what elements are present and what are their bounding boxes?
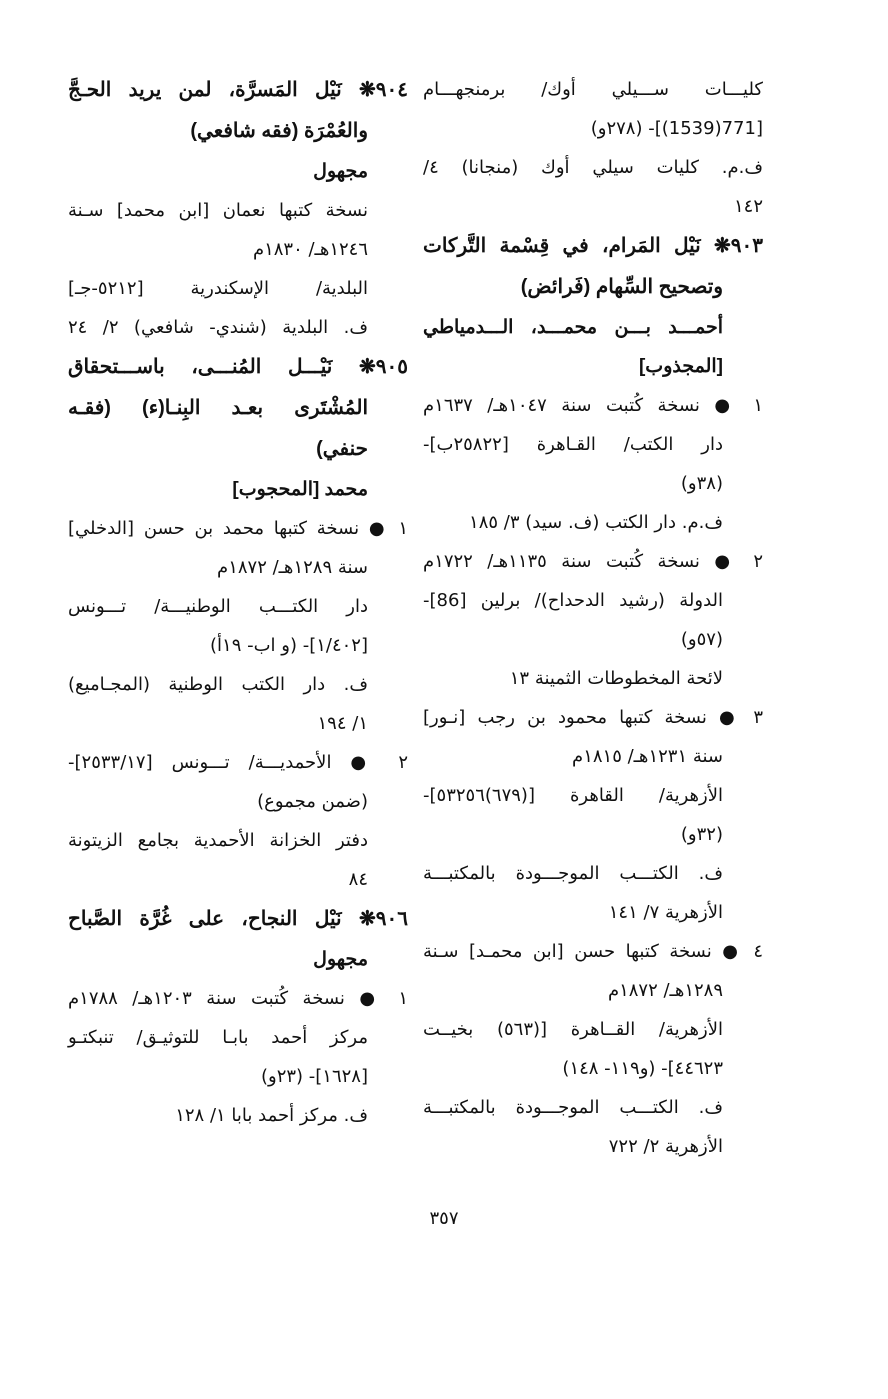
text-line: [المجذوب] <box>638 356 723 377</box>
text-line: ١ ● نسخة كتبها محمد بن حسن [الدخلي] <box>68 518 408 539</box>
text-line: البلدية/ الإسكندرية [٥٢١٢-جـ] <box>68 278 368 299</box>
text-line: سنة ١٢٣١هـ/ ١٨١٥م <box>572 746 723 767</box>
text-line: (ضمن مجموع) <box>257 791 368 812</box>
text-line: دار الكتـــب الوطنيـــة/ تـــونس <box>68 596 368 617</box>
text-line: (٣٨و) <box>680 473 723 494</box>
text-line: [١/٤٠٢]- (و اب- ١٩أ) <box>210 635 368 656</box>
text-line: ١ ● نسخة كُتبت سنة ١٠٤٧هـ/ ١٦٣٧م <box>423 395 763 416</box>
text-line: مركز أحمد بابـا للتوثيـق/ تنبكتـو <box>68 1027 368 1048</box>
text-line: (٣٢و) <box>680 824 723 845</box>
text-line: ١/ ١٩٤ <box>317 713 368 734</box>
text-line: كليـــات ســـيلي أوك/ برمنجهـــام <box>423 79 763 100</box>
page-number: ٣٥٧ <box>429 1208 459 1229</box>
text-line: ٩٠٦❋ نَيْل النجاح، على غُرَّة الصَّباح <box>68 908 408 930</box>
text-line: الدولة (رشيد الدحداح)/ برلين [86]- <box>423 590 723 611</box>
text-line: دفتر الخزانة الأحمدية بجامع الزيتونة <box>68 830 368 851</box>
text-line: ١ ● نسخة كُتبت سنة ١٢٠٣هـ/ ١٧٨٨م <box>68 988 408 1009</box>
text-line: محمد [المحجوب] <box>232 479 368 500</box>
text-line: ف. الكتـــب الموجـــودة بالمكتبـــة <box>423 863 723 884</box>
text-line: ف. البلدية (شندي- شافعي) ٢/ ٢٤ <box>68 317 368 338</box>
text-line: والعُمْرَة (فقه شافعي) <box>190 120 368 142</box>
text-line: (٥٧و) <box>680 629 723 650</box>
text-line: لائحة المخطوطات الثمينة ١٣ <box>509 668 723 689</box>
text-line: المُشْتَرى بعـد البِنـا(ء) (فقـه <box>68 397 368 419</box>
text-line: أحمـــد بـــن محمـــد، الـــدمياطي <box>423 317 723 338</box>
text-line: سنة ١٢٨٩هـ/ ١٨٧٢م <box>217 557 368 578</box>
text-line: ٢ ● نسخة كُتبت سنة ١١٣٥هـ/ ١٧٢٢م <box>423 551 763 572</box>
text-line: ٨٤ <box>348 869 368 890</box>
text-line: ف. مركز أحمد بابا ١/ ١٢٨ <box>175 1105 368 1126</box>
text-line: ف. الكتـــب الموجـــودة بالمكتبـــة <box>423 1097 723 1118</box>
text-line: الأزهرية ٢/ ٧٢٢ <box>608 1136 723 1157</box>
text-line: ف. دار الكتب الوطنية (المجـاميع) <box>68 674 368 695</box>
text-line: ٤٤٦٢٣]- (و١١٩- ١٤٨) <box>562 1058 723 1079</box>
text-line: ١٤٢ <box>733 196 763 217</box>
text-line: [١٦٢٨]- (٢٣و) <box>260 1066 368 1087</box>
text-line: ٣ ● نسخة كتبها محمود بن رجب [نـور] <box>423 707 763 728</box>
text-line: نسخة كتبها نعمان [ابن محمد] سـنة <box>68 200 368 221</box>
text-line: ٢ ● الأحمديـــة/ تـــونس [٢٥٣٣/١٧]- <box>68 752 408 773</box>
text-line: الأزهرية ٧/ ١٤١ <box>608 902 723 923</box>
text-line: الأزهرية/ القــاهرة [(٥٦٣) بخيــت <box>423 1019 724 1040</box>
text-line: ف.م. دار الكتب (ف. سيد) ٣/ ١٨٥ <box>469 512 723 533</box>
text-line: مجهول <box>313 161 368 182</box>
text-line: دار الكتب/ القـاهرة [٢٥٨٢٢ب]- <box>423 434 723 455</box>
text-line: مجهول <box>313 949 368 970</box>
text-line: ٩٠٣❋ نَيْل المَرام، في قِسْمة التَّركات <box>423 235 763 257</box>
text-line: [771(1539)]- (٢٧٨و) <box>590 118 763 139</box>
text-line: ٩٠٥❋ نَيْـــل المُنـــى، باســـتحقاق <box>68 356 408 378</box>
text-line: ٩٠٤❋ نَيْل المَسرَّة، لمن يريد الحـجَّ <box>68 79 408 101</box>
right-column <box>423 70 763 1166</box>
text-line: ١٢٤٦هـ/ ١٨٣٠م <box>252 239 368 260</box>
text-line: وتصحيح السِّهام (فَرائض) <box>520 276 723 298</box>
left-column <box>68 70 408 1135</box>
text-line: ١٢٨٩هـ/ ١٨٧٢م <box>607 980 723 1001</box>
text-line: ٤ ● نسخة كتبها حسن [ابن محمـد] سـنة <box>423 941 763 962</box>
text-line: ف.م. كليات سيلي أوك (منجانا) ٤/ <box>423 157 763 178</box>
text-line: الأزهرية/ القاهرة [(٦٧٩)٥٣٢٥٦]- <box>423 785 723 806</box>
text-line: حنفي) <box>316 438 368 460</box>
